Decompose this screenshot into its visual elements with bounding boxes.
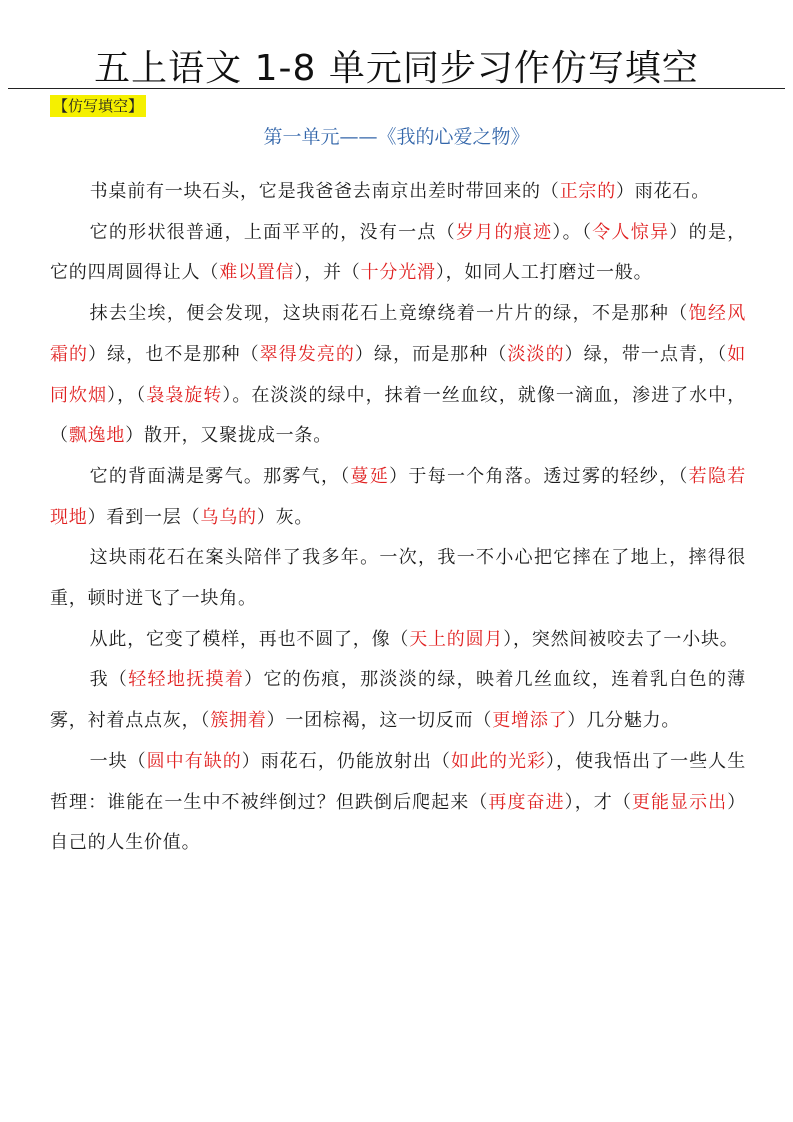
passage-text: ），如同人工打磨过一般。	[435, 262, 653, 284]
passage-text: ）散开，又聚拢成一条。	[125, 425, 333, 447]
passage-text: ），突然间被咬去了一小块。	[503, 628, 739, 650]
passage-paragraph	[50, 620, 746, 661]
passage-text: ），使我悟出了一些人生哲理：谁能在一生中不被绊倒过？但跌倒后爬起来（	[50, 750, 746, 813]
passage-paragraph	[50, 660, 746, 741]
fill-in-answer: 岁月的痕迹	[455, 221, 553, 243]
passage-text: ）看到一层（	[87, 506, 201, 528]
passage-text: 它的背面满是雾气。那雾气，（	[89, 465, 351, 487]
passage-text: ）于每一个角落。透过雾的轻纱，（	[389, 465, 689, 487]
unit-subtitle: 第一单元——《我的心爱之物》	[263, 126, 530, 148]
passage-text: 抹去尘埃，便会发现，这块雨花石上竟缭绕着一片片的绿，不是那种（	[89, 303, 689, 325]
passage-text: ）自己的人生价值。	[50, 791, 747, 854]
passage-text: 我（	[89, 669, 129, 691]
fill-in-answer: 蔓延	[350, 465, 390, 487]
passage-paragraph	[50, 457, 746, 538]
passage-paragraph	[50, 213, 746, 294]
passage-text: 从此，它变了模样，再也不圆了，像（	[89, 628, 410, 650]
passage-text: ），（	[107, 384, 147, 406]
fill-in-answer: 乌乌的	[200, 506, 257, 528]
fill-in-answer: 飘逸地	[68, 425, 126, 447]
fill-in-answer: 若隐若现地	[50, 465, 747, 528]
fill-in-answer: 十分光滑	[360, 262, 436, 284]
passage-text: ）雨花石，仍能放射出（	[241, 750, 451, 772]
fill-in-answer: 再度奋进	[488, 791, 565, 813]
passage-text: ）的是，它的四周圆得让人（	[50, 221, 747, 284]
fill-in-answer: 令人惊异	[592, 221, 670, 243]
passage-text: 它的形状很普通，上面平平的，没有一点（	[89, 221, 456, 243]
passage-text: ），并（	[294, 262, 361, 284]
passage-body	[50, 172, 746, 864]
passage-text: ），才（	[564, 791, 632, 813]
fill-in-answer: 更能显示出	[631, 791, 728, 813]
passage-text: ）绿，而是那种（	[354, 343, 508, 365]
passage-paragraph	[50, 538, 746, 619]
passage-text: ）灰。	[256, 506, 314, 528]
fill-in-answer: 淡淡的	[507, 343, 565, 365]
passage-text: 书桌前有一块石头，它是我爸爸去南京出差时带回来的（	[89, 181, 560, 202]
passage-text: ）雨花石。	[616, 181, 710, 202]
fill-in-answer: 更增添了	[492, 710, 568, 732]
fill-in-answer: 圆中有缺的	[146, 750, 242, 772]
fill-in-answer: 轻轻地抚摸着	[128, 669, 245, 691]
passage-paragraph	[50, 172, 746, 213]
section-tag: 【仿写填空】	[50, 95, 146, 117]
fill-in-answer: 翠得发亮的	[259, 343, 355, 365]
fill-in-answer: 袅袅旋转	[146, 384, 223, 406]
fill-in-answer: 簇拥着	[210, 710, 267, 732]
fill-in-answer: 如同炊烟	[50, 343, 747, 406]
fill-in-answer: 饱经风霜的	[50, 303, 747, 365]
fill-in-answer: 难以置信	[219, 262, 295, 284]
passage-text: ）几分魅力。	[567, 710, 681, 732]
passage-text: ）它的伤痕，那淡淡的绿，映着几丝血纹，连着乳白色的薄雾，衬着点点灰，（	[50, 669, 746, 732]
passage-paragraph	[50, 742, 746, 864]
page-title: 五上语文 1-8 单元同步习作仿写填空	[94, 48, 699, 89]
passage-text: ）绿，也不是那种（	[88, 343, 260, 365]
title-divider	[8, 88, 785, 89]
passage-text: ）。（	[552, 221, 593, 243]
passage-paragraph	[50, 294, 746, 457]
passage-text: 一块（	[89, 750, 147, 772]
passage-text: 这块雨花石在案头陪伴了我多年。一次，我一不小心把它摔在了地上，摔得很重，顿时迸飞了一块角。	[50, 547, 746, 610]
passage-text: ）一团棕褐，这一切反而（	[266, 710, 493, 732]
fill-in-answer: 天上的圆月	[409, 628, 504, 650]
fill-in-answer: 如此的光彩	[450, 750, 547, 772]
fill-in-answer: 正宗的	[559, 181, 616, 202]
passage-text: ）。在淡淡的绿中，抹着一丝血纹，就像一滴血，渗进了水中，（	[50, 384, 747, 447]
passage-text: ）绿，带一点青，（	[564, 343, 728, 365]
